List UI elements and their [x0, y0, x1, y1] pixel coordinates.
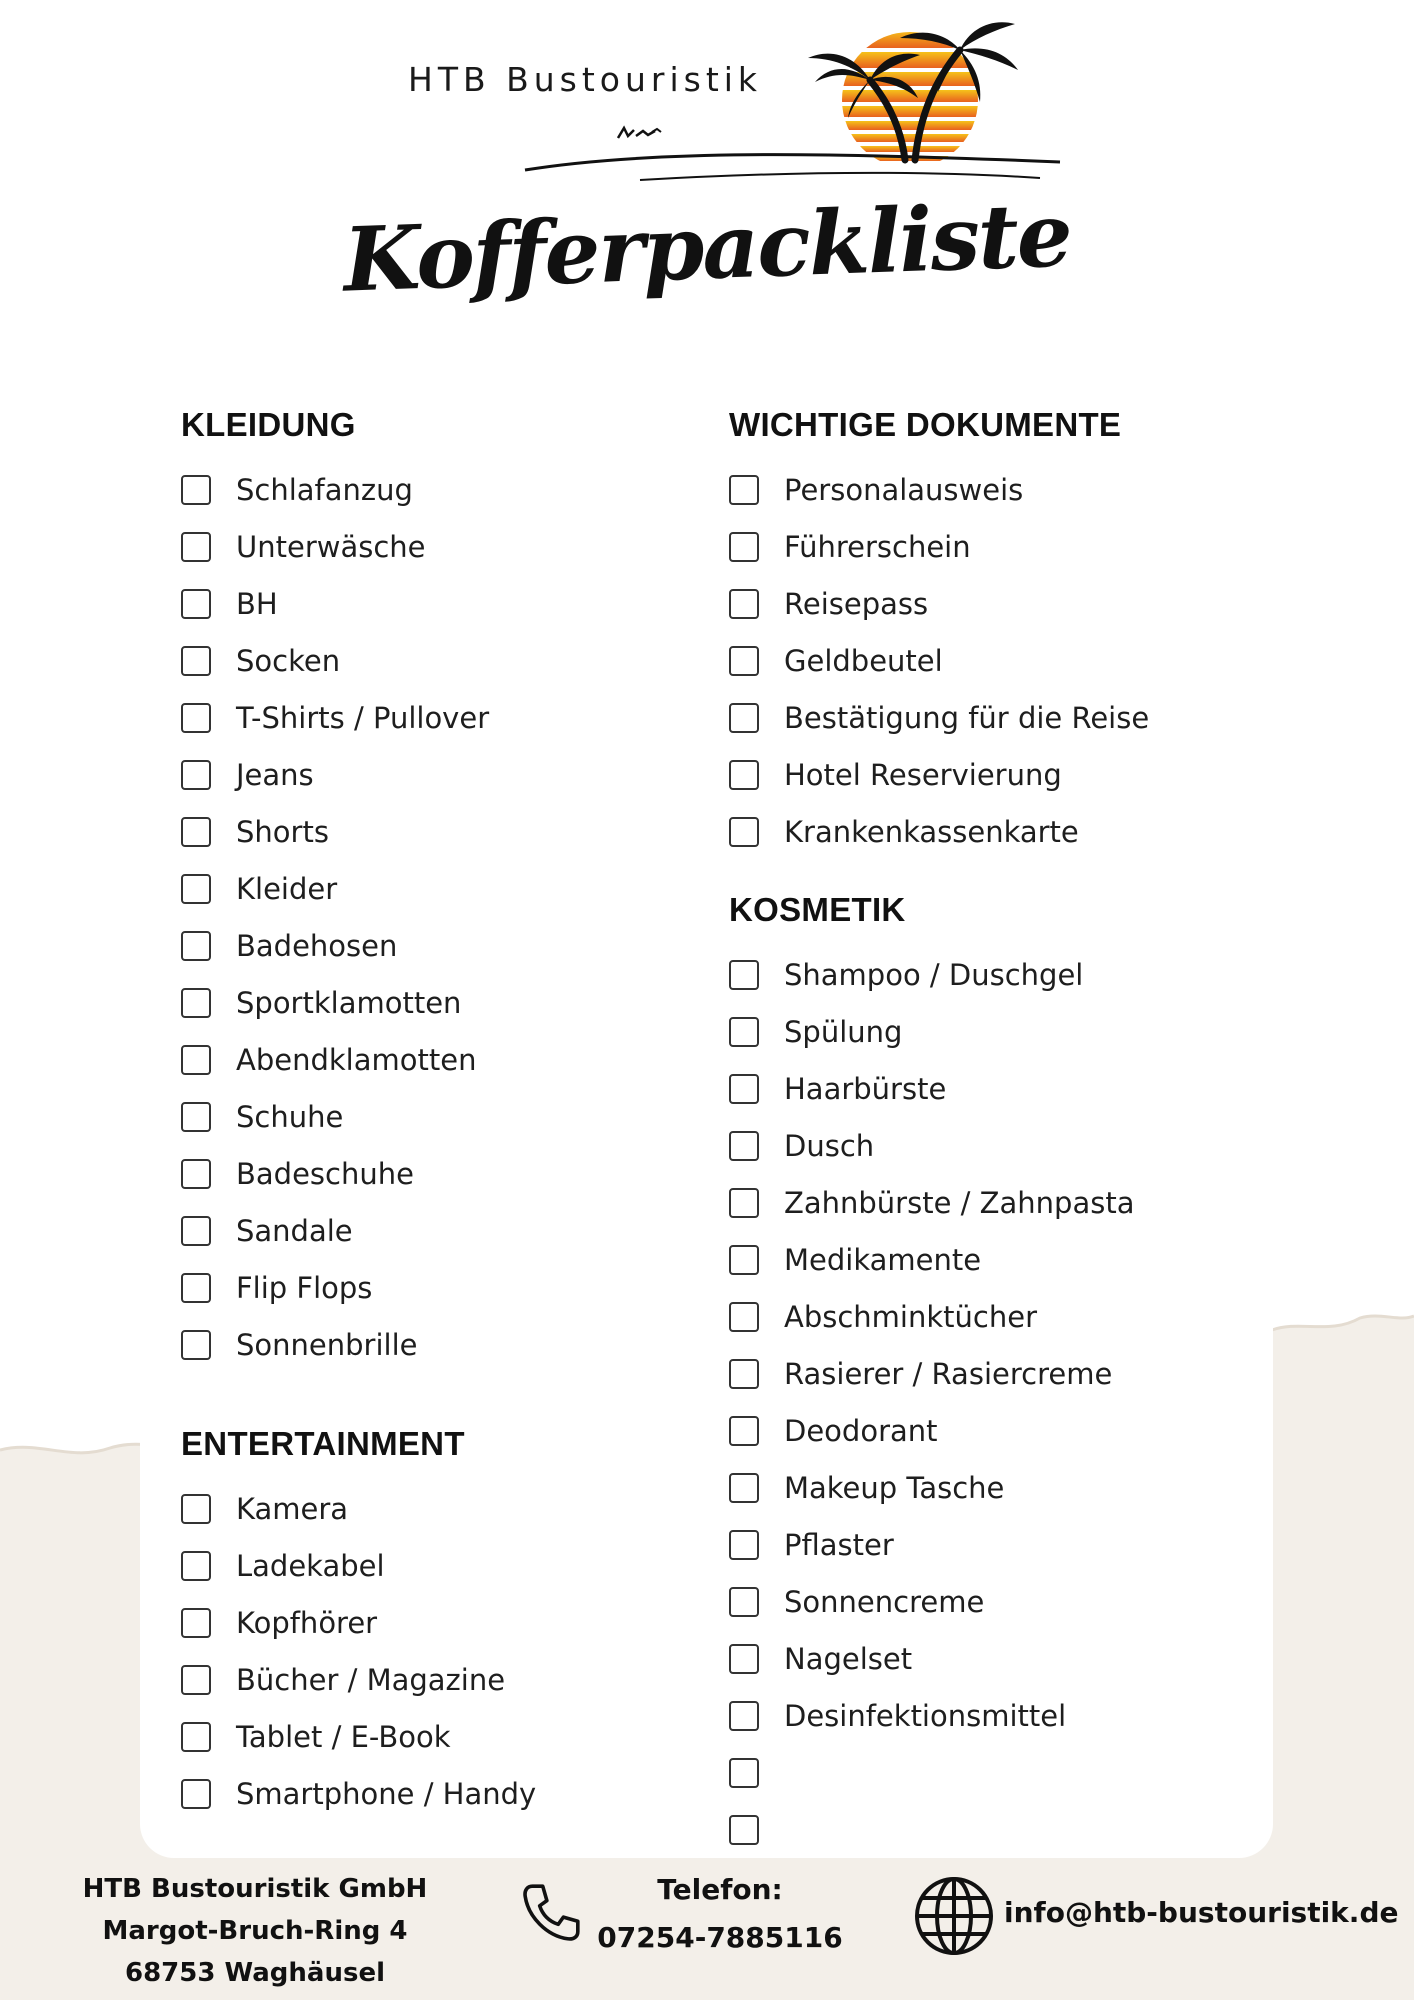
checklist-item-label: BH [236, 586, 278, 621]
checkbox[interactable] [181, 1045, 211, 1075]
checklist-item-label: Reisepass [784, 586, 929, 621]
checklist-item[interactable] [181, 746, 489, 803]
checklist-item[interactable] [181, 1259, 489, 1316]
checklist-item-label: T-Shirts / Pullover [236, 700, 490, 735]
checkbox[interactable] [181, 1102, 211, 1132]
checklist-item-label: Kamera [236, 1491, 349, 1526]
checklist-item[interactable] [181, 632, 489, 689]
checklist-item-label: Unterwäsche [236, 529, 426, 564]
checkbox[interactable] [729, 475, 759, 505]
checkbox[interactable] [181, 874, 211, 904]
checkbox[interactable] [181, 931, 211, 961]
checklist-item-label: Schuhe [236, 1099, 344, 1134]
checklist-item[interactable] [181, 1031, 489, 1088]
checkbox[interactable] [729, 532, 759, 562]
checklist-item-label: Haarbürste [784, 1071, 947, 1106]
checkbox[interactable] [181, 646, 211, 676]
checklist [181, 1480, 536, 1822]
checkbox[interactable] [181, 1779, 211, 1809]
company-name: HTB Bustouristik GmbH [82, 1874, 428, 1904]
checkbox[interactable] [729, 760, 759, 790]
checklist-item-label: Shorts [236, 814, 329, 849]
checklist-item-label: Zahnbürste / Zahnpasta [784, 1185, 1135, 1220]
checkbox[interactable] [729, 1701, 759, 1731]
checklist-item[interactable] [181, 1480, 536, 1537]
checklist-item[interactable] [181, 1202, 489, 1259]
checklist-item[interactable] [181, 1651, 536, 1708]
checkbox[interactable] [181, 1330, 211, 1360]
checkbox[interactable] [181, 1608, 211, 1638]
checklist-item-label: Ladekabel [236, 1548, 385, 1583]
checkbox[interactable] [181, 475, 211, 505]
checklist-item-label: Sandale [236, 1213, 353, 1248]
brand-name: HTB Bustouristik [408, 60, 763, 99]
checkbox[interactable] [729, 1758, 759, 1788]
checklist-item[interactable] [729, 746, 1149, 803]
street: Margot-Bruch-Ring 4 [102, 1916, 408, 1946]
checklist-item-label: Pflaster [784, 1527, 894, 1562]
checklist [729, 461, 1149, 860]
checklist-item[interactable] [181, 1765, 536, 1822]
company-address [80, 1868, 430, 1994]
checkbox[interactable] [729, 960, 759, 990]
section-heading: ENTERTAINMENT [181, 1425, 465, 1462]
checklist-item-label: Jeans [236, 757, 314, 792]
checklist-item-label: Makeup Tasche [784, 1470, 1005, 1505]
checkbox[interactable] [181, 532, 211, 562]
checklist-item-label: Spülung [784, 1014, 903, 1049]
checkbox[interactable] [181, 1273, 211, 1303]
checkbox[interactable] [181, 1551, 211, 1581]
checkbox[interactable] [729, 1131, 759, 1161]
checklist-item[interactable] [181, 1708, 536, 1765]
checklist-item[interactable] [181, 575, 489, 632]
checklist-item-label: Schlafanzug [236, 472, 413, 507]
checklist-item[interactable] [729, 689, 1149, 746]
section-heading: KOSMETIK [729, 891, 906, 928]
phone-number[interactable]: 07254-7885116 [597, 1921, 843, 1954]
checklist-item-label: Shampoo / Duschgel [784, 957, 1084, 992]
checklist-item[interactable] [729, 575, 1149, 632]
checkbox[interactable] [181, 703, 211, 733]
checkbox[interactable] [729, 1473, 759, 1503]
checklist-item[interactable] [729, 1687, 1134, 1744]
checklist-item[interactable] [181, 1088, 489, 1145]
checklist-item[interactable] [181, 518, 489, 575]
checkbox[interactable] [729, 1815, 759, 1845]
checkbox[interactable] [181, 1494, 211, 1524]
checklist-item[interactable] [729, 1288, 1134, 1345]
checklist-item[interactable] [729, 1744, 1134, 1801]
checkbox[interactable] [729, 1017, 759, 1047]
checklist-item[interactable] [181, 1145, 489, 1202]
checkbox[interactable] [729, 646, 759, 676]
checklist-item[interactable] [729, 632, 1149, 689]
checklist-item-label: Geldbeutel [784, 643, 943, 678]
checklist-item-label: Rasierer / Rasiercreme [784, 1356, 1113, 1391]
checklist-item[interactable] [729, 1345, 1134, 1402]
checkbox[interactable] [729, 1302, 759, 1332]
checklist-item-label: Badeschuhe [236, 1156, 414, 1191]
checkbox[interactable] [181, 1159, 211, 1189]
checklist-item-label: Bestätigung für die Reise [784, 700, 1150, 735]
checklist [181, 461, 489, 1373]
checklist-item-label: Badehosen [236, 928, 398, 963]
checklist-item[interactable] [729, 803, 1149, 860]
checkbox[interactable] [729, 1359, 759, 1389]
checklist-item[interactable] [181, 1537, 536, 1594]
checkbox[interactable] [729, 1530, 759, 1560]
checkbox[interactable] [729, 1416, 759, 1446]
globe-icon [912, 1874, 996, 1958]
checklist-item[interactable] [729, 1003, 1134, 1060]
checklist-item-label: Flip Flops [236, 1270, 373, 1305]
checklist-item[interactable] [181, 1316, 489, 1373]
checklist-item[interactable] [181, 860, 489, 917]
checklist-item[interactable] [729, 461, 1149, 518]
checkbox[interactable] [181, 1722, 211, 1752]
checklist-item[interactable] [729, 1630, 1134, 1687]
checklist-item[interactable] [729, 1174, 1134, 1231]
checklist-item-label: Dusch [784, 1128, 875, 1163]
checklist-item-label: Smartphone / Handy [236, 1776, 537, 1811]
checklist-item-label: Tablet / E-Book [236, 1719, 451, 1754]
checkbox[interactable] [729, 1074, 759, 1104]
checkbox[interactable] [729, 703, 759, 733]
checklist-item-label: Bücher / Magazine [236, 1662, 506, 1697]
checklist-item[interactable] [729, 1516, 1134, 1573]
palm-sunset-logo [400, 10, 1080, 190]
checklist-item-label: Desinfektionsmittel [784, 1698, 1067, 1733]
section-entertainment [181, 1422, 536, 1822]
checkbox[interactable] [181, 1665, 211, 1695]
checklist-item[interactable] [181, 974, 489, 1031]
checklist [729, 946, 1134, 1858]
city: 68753 Waghäusel [125, 1958, 385, 1988]
checklist-item[interactable] [729, 1117, 1134, 1174]
checkbox[interactable] [729, 589, 759, 619]
checkbox[interactable] [729, 1245, 759, 1275]
checklist-item[interactable] [729, 1801, 1134, 1858]
checkbox[interactable] [181, 589, 211, 619]
phone-block [590, 1866, 850, 1962]
email-link[interactable]: info@htb-bustouristik.de [1004, 1896, 1399, 1929]
checklist-item-label: Sonnenbrille [236, 1327, 418, 1362]
checkbox[interactable] [181, 988, 211, 1018]
phone-label: Telefon: [657, 1873, 783, 1906]
section-heading: WICHTIGE DOKUMENTE [729, 406, 1122, 443]
section-kleidung [181, 403, 489, 1373]
checklist-item[interactable] [729, 1231, 1134, 1288]
checklist-item-label: Nagelset [784, 1641, 913, 1676]
section-kosmetik [729, 888, 1134, 1858]
checklist-item[interactable] [181, 917, 489, 974]
checklist-item[interactable] [729, 1402, 1134, 1459]
checklist-item-label: Medikamente [784, 1242, 982, 1277]
checklist-item-label: Kleider [236, 871, 338, 906]
checklist-item[interactable] [181, 803, 489, 860]
section-dokumente [729, 403, 1149, 860]
checkbox[interactable] [181, 817, 211, 847]
checklist-item-label: Personalausweis [784, 472, 1024, 507]
checklist-item[interactable] [729, 1459, 1134, 1516]
checklist-item-label: Abschminktücher [784, 1299, 1037, 1334]
checklist-item-label: Hotel Reservierung [784, 757, 1062, 792]
checkbox[interactable] [181, 760, 211, 790]
checklist-item[interactable] [729, 518, 1149, 575]
checklist-item-label: Sonnencreme [784, 1584, 985, 1619]
page-title: Kofferpackliste [341, 182, 1073, 312]
checkbox[interactable] [729, 817, 759, 847]
checklist-item-label: Führerschein [784, 529, 971, 564]
checkbox[interactable] [729, 1188, 759, 1218]
checklist-item-label: Krankenkassenkarte [784, 814, 1079, 849]
section-heading: KLEIDUNG [181, 406, 356, 443]
checklist-item[interactable] [181, 1594, 536, 1651]
checklist-item[interactable] [181, 689, 489, 746]
checklist-item-label: Socken [236, 643, 341, 678]
checklist-item[interactable] [729, 1060, 1134, 1117]
checkbox[interactable] [729, 1587, 759, 1617]
checklist-item[interactable] [729, 946, 1134, 1003]
checkbox[interactable] [181, 1216, 211, 1246]
checklist-item-label: Sportklamotten [236, 985, 462, 1020]
phone-icon [518, 1880, 584, 1946]
checklist-item-label: Kopfhörer [236, 1605, 378, 1640]
checkbox[interactable] [729, 1644, 759, 1674]
checklist-item[interactable] [181, 461, 489, 518]
checklist-item-label: Deodorant [784, 1413, 938, 1448]
checklist-item-label: Abendklamotten [236, 1042, 477, 1077]
checklist-item[interactable] [729, 1573, 1134, 1630]
